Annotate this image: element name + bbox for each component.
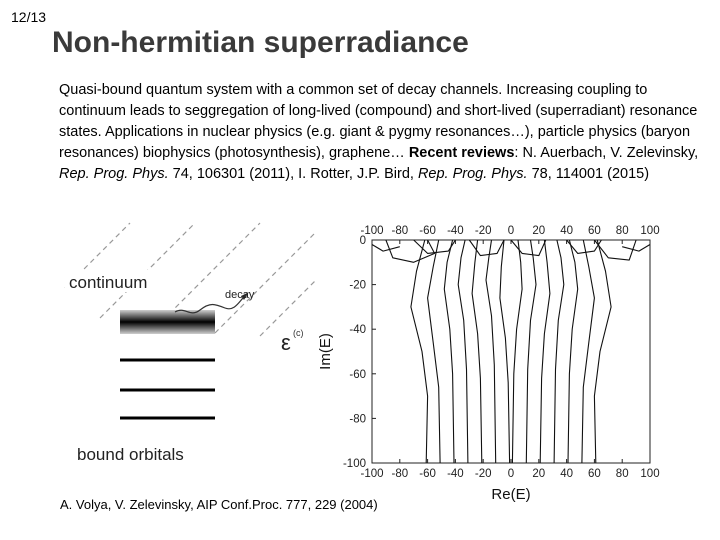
x-tick-label-top: -60 (419, 225, 436, 237)
y-tick-label: -60 (349, 368, 366, 381)
x-tick-label-top: 40 (560, 225, 573, 237)
journal-name-1: Rep. Prog. Phys. (59, 166, 169, 182)
resonance-trajectory (554, 240, 564, 463)
x-tick-label-bottom: 40 (560, 468, 573, 480)
x-tick-label-top: -40 (447, 225, 464, 237)
resonance-trajectory (469, 240, 504, 256)
x-tick-label-bottom: -20 (474, 468, 492, 480)
page-number: 12/13 (11, 9, 47, 25)
x-tick-label-bottom: -40 (447, 468, 464, 480)
resonance-trajectory (458, 240, 468, 463)
resonance-trajectory (622, 245, 650, 252)
resonance-trajectory (414, 240, 456, 253)
resonance-trajectory (444, 240, 454, 463)
bound-orbitals-label: bound orbitals (77, 445, 184, 464)
resonance-trajectory (568, 240, 578, 463)
x-tick-label-bottom: 80 (615, 468, 629, 480)
x-tick-label-top: 60 (588, 225, 601, 237)
x-tick-label-bottom: 60 (588, 468, 601, 480)
resonance-trajectory (511, 240, 546, 256)
x-tick-label-bottom: -60 (419, 468, 436, 480)
recent-reviews-label: Recent reviews (408, 145, 515, 161)
body-text-2: : N. Auerbach, V. Zelevinsky, (514, 145, 699, 161)
resonance-trajectory (472, 240, 482, 463)
figure-citation: A. Volya, V. Zelevinsky, AIP Conf.Proc. 777, 229 (2004) (60, 497, 378, 512)
x-tick-label-top: 100 (640, 225, 660, 237)
x-tick-label-top: 20 (532, 225, 546, 237)
plot-frame (372, 240, 650, 463)
body-text-4: 78, 114001 (2015) (527, 166, 650, 182)
x-tick-label-bottom: 0 (507, 468, 515, 480)
x-tick-label-bottom: 20 (532, 468, 546, 480)
resonance-trajectory (411, 240, 428, 463)
x-axis-label: Re(E) (491, 486, 531, 503)
resonance-trajectory (486, 240, 496, 463)
panel-label: (c) (293, 328, 304, 338)
x-tick-label-bottom: -80 (391, 468, 409, 480)
resonance-trajectory (540, 240, 550, 463)
x-tick-label-top: -80 (391, 225, 409, 237)
y-tick-label: -40 (349, 324, 366, 337)
y-tick-label: -100 (342, 458, 366, 470)
y-tick-label: -80 (349, 413, 366, 426)
slide-title: Non-hermitian superradiance (52, 26, 469, 59)
epsilon-label: ε (281, 330, 291, 355)
x-tick-label-bottom: -100 (360, 468, 384, 480)
body-text-3: 74, 106301 (2011), I. Rotter, J.P. Bird, (168, 166, 418, 182)
journal-name-2: Rep. Prog. Phys. (417, 166, 528, 182)
x-tick-label-top: -100 (360, 225, 384, 237)
y-axis-label: Im(E) (317, 333, 334, 370)
body-text-1: Quasi-bound quantum system with a common set of decay channels. Increasing coupling to continuum leads to seggregation of long-lived (compound) and short-lived (superradiant) resonance states. Applications in nuclear physics (e.g. giant & pygmy resonances…), particle physics (baryon resonances) biophysics (photosynthesis), graphene… (59, 82, 698, 161)
x-tick-label-top: 80 (615, 225, 629, 237)
resonance-trajectory (582, 240, 595, 463)
resonance-trajectory (526, 240, 536, 463)
resonance-trajectory (512, 240, 522, 463)
schematic-diagram (55, 218, 315, 478)
decay-label: decay (225, 289, 255, 301)
resonance-trajectory (594, 240, 636, 260)
slide-body-text (59, 80, 699, 185)
x-tick-label-top: -20 (474, 225, 492, 237)
y-tick-label: -20 (349, 279, 366, 292)
x-tick-label-bottom: 100 (640, 468, 660, 480)
y-tick-label: 0 (359, 235, 366, 247)
continuum-label: continuum (69, 273, 148, 292)
resonance-plot (310, 212, 670, 512)
resonance-trajectory (372, 245, 400, 252)
resonance-trajectory (428, 240, 441, 463)
resonance-trajectory (594, 240, 611, 463)
x-tick-label-top: 0 (507, 225, 515, 237)
resonance-trajectory (500, 240, 510, 463)
level-band (120, 310, 215, 334)
